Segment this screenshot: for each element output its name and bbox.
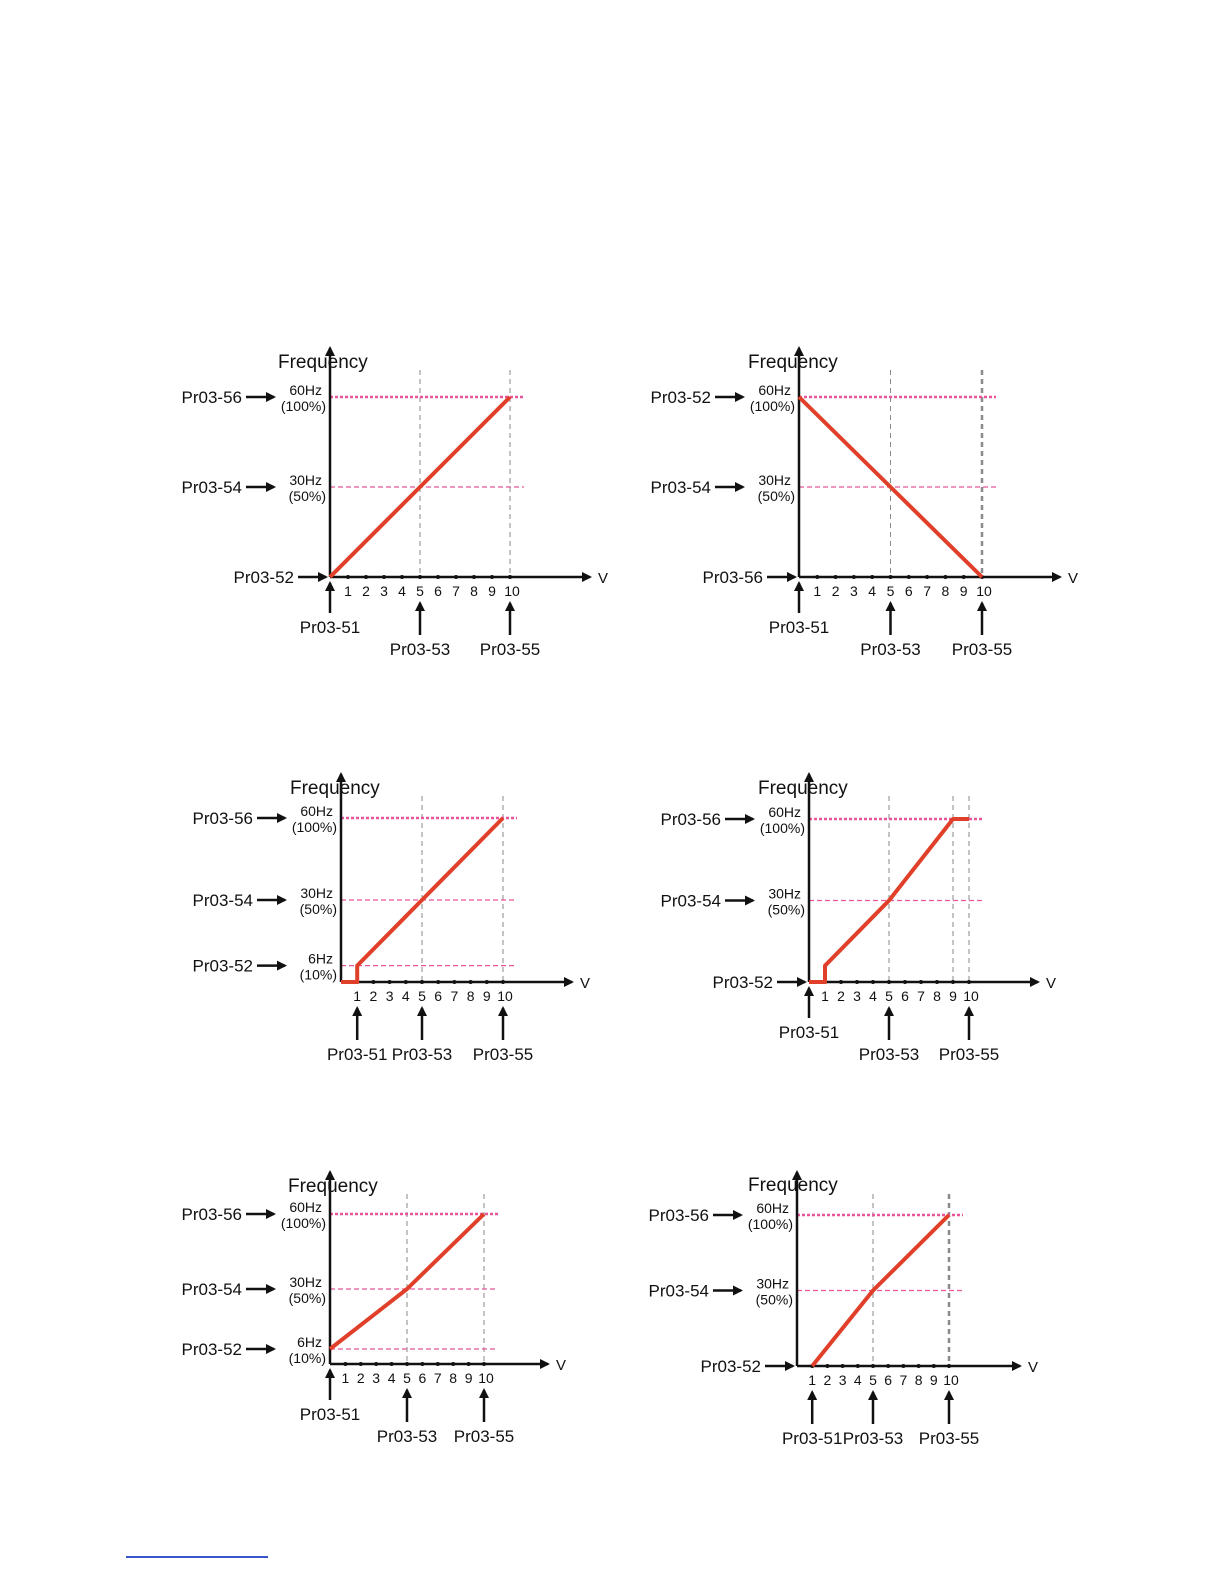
tick-label: 3 bbox=[838, 1372, 847, 1388]
x-axis-label: V bbox=[580, 975, 591, 992]
tick-label: 2 bbox=[362, 583, 370, 599]
y-level-hz: 60Hz bbox=[300, 803, 333, 819]
tick-dot bbox=[390, 1362, 394, 1366]
tick-label: 10 bbox=[963, 988, 979, 1004]
x-param-label: Pr03-55 bbox=[472, 1045, 534, 1064]
tick-label: 4 bbox=[401, 988, 410, 1004]
tick-dot bbox=[452, 980, 456, 984]
y-param-label: Pr03-56 bbox=[181, 388, 242, 407]
y-level-hz: 30Hz bbox=[289, 1274, 322, 1290]
x-param-label: Pr03-53 bbox=[376, 1427, 438, 1446]
tick-dot bbox=[374, 1362, 378, 1366]
tick-dot bbox=[490, 575, 494, 579]
tick-dot bbox=[947, 1364, 951, 1368]
tick-label: 5 bbox=[416, 583, 424, 599]
tick-dot bbox=[508, 575, 512, 579]
tick-label: 3 bbox=[372, 1370, 381, 1386]
y-level-pct: (50%) bbox=[299, 901, 337, 917]
tick-dot bbox=[485, 980, 489, 984]
y-level-pct: (50%) bbox=[757, 488, 795, 504]
tick-dot bbox=[825, 1364, 829, 1368]
y-level-pct: (10%) bbox=[288, 1350, 326, 1366]
tick-label: 4 bbox=[853, 1372, 862, 1388]
tick-dot bbox=[951, 980, 955, 984]
tick-label: 9 bbox=[488, 583, 496, 599]
tick-label: 8 bbox=[941, 583, 950, 599]
tick-label: 4 bbox=[869, 988, 877, 1004]
y-level-hz: 30Hz bbox=[758, 472, 791, 488]
vf-diagram-2 bbox=[651, 348, 1079, 659]
tick-dot bbox=[346, 575, 350, 579]
tick-label: 1 bbox=[821, 988, 829, 1004]
y-level-pct: (100%) bbox=[759, 820, 805, 836]
tick-dot bbox=[482, 1362, 486, 1366]
y-param-label: Pr03-56 bbox=[181, 1205, 242, 1224]
tick-dot bbox=[436, 980, 440, 984]
y-axis-title: Frequency bbox=[278, 352, 368, 373]
tick-label: 3 bbox=[385, 988, 394, 1004]
tick-label: 2 bbox=[823, 1372, 832, 1388]
y-param-label: Pr03-52 bbox=[181, 1340, 242, 1359]
vf-diagram-4 bbox=[661, 774, 1057, 1064]
y-level-hz: 60Hz bbox=[756, 1200, 789, 1216]
tick-label: 7 bbox=[433, 1370, 442, 1386]
x-param-label: Pr03-51 bbox=[768, 618, 830, 637]
tick-label: 6 bbox=[434, 583, 442, 599]
tick-label: 9 bbox=[482, 988, 491, 1004]
y-level-hz: 30Hz bbox=[300, 885, 333, 901]
tick-dot bbox=[405, 1362, 409, 1366]
y-param-label: Pr03-54 bbox=[660, 891, 721, 911]
x-axis-label: V bbox=[1068, 570, 1079, 587]
vf-diagram-5 bbox=[182, 1172, 567, 1446]
tick-label: 6 bbox=[884, 1372, 893, 1388]
y-level-pct: (100%) bbox=[747, 1216, 793, 1232]
x-param-label: Pr03-53 bbox=[389, 640, 451, 659]
tick-label: 10 bbox=[943, 1372, 959, 1388]
y-level-hz: 60Hz bbox=[768, 804, 801, 820]
tick-dot bbox=[841, 1364, 845, 1368]
y-level-hz: 30Hz bbox=[289, 472, 322, 488]
x-param-label: Pr03-55 bbox=[453, 1427, 515, 1446]
tick-dot bbox=[388, 980, 392, 984]
tick-label: 4 bbox=[387, 1370, 396, 1386]
tick-dot bbox=[901, 1364, 905, 1368]
y-param-label: Pr03-54 bbox=[181, 1280, 242, 1299]
y-level-pct: (50%) bbox=[288, 488, 326, 504]
y-level-pct: (50%) bbox=[767, 901, 805, 918]
tick-label: 10 bbox=[497, 988, 513, 1004]
tick-dot bbox=[454, 575, 458, 579]
tick-label: 1 bbox=[353, 988, 362, 1004]
tick-dot bbox=[451, 1362, 455, 1366]
vf-diagram-6 bbox=[649, 1172, 1039, 1448]
tick-dot bbox=[382, 575, 386, 579]
vf-diagram-3 bbox=[193, 774, 591, 1064]
tick-label: 1 bbox=[813, 583, 822, 599]
tick-dot bbox=[855, 980, 859, 984]
tick-label: 10 bbox=[504, 583, 520, 599]
tick-dot bbox=[962, 575, 966, 579]
tick-dot bbox=[364, 575, 368, 579]
vf-diagram-1 bbox=[182, 348, 609, 659]
x-param-label: Pr03-51 bbox=[781, 1429, 843, 1448]
tick-label: 9 bbox=[464, 1370, 473, 1386]
tick-dot bbox=[919, 980, 923, 984]
tick-label: 7 bbox=[923, 583, 931, 599]
tick-label: 5 bbox=[885, 988, 893, 1004]
tick-label: 7 bbox=[452, 583, 460, 599]
tick-label: 6 bbox=[901, 988, 909, 1004]
tick-label: 3 bbox=[853, 988, 861, 1004]
y-level-pct: (100%) bbox=[291, 819, 337, 835]
y-axis-title: Frequency bbox=[290, 778, 380, 799]
origin-param-label: Pr03-52 bbox=[712, 973, 773, 992]
tick-dot bbox=[870, 575, 874, 579]
tick-label: 9 bbox=[959, 583, 968, 599]
tick-label: 1 bbox=[341, 1370, 350, 1386]
tick-label: 3 bbox=[380, 583, 388, 599]
tick-dot bbox=[967, 980, 971, 984]
tick-label: 5 bbox=[418, 988, 426, 1004]
tick-dot bbox=[856, 1364, 860, 1368]
y-param-label: Pr03-56 bbox=[648, 1206, 709, 1225]
tick-dot bbox=[436, 575, 440, 579]
y-param-label: Pr03-56 bbox=[660, 810, 721, 829]
y-axis-title: Frequency bbox=[748, 352, 838, 373]
tick-dot bbox=[371, 980, 375, 984]
y-level-hz: 6Hz bbox=[297, 1334, 322, 1350]
y-param-label: Pr03-52 bbox=[650, 388, 711, 407]
origin-param-label: Pr03-56 bbox=[702, 568, 763, 587]
tick-dot bbox=[839, 980, 843, 984]
tick-dot bbox=[887, 980, 891, 984]
y-axis-title: Frequency bbox=[288, 1176, 378, 1197]
tick-label: 7 bbox=[899, 1372, 908, 1388]
tick-dot bbox=[871, 980, 875, 984]
x-param-label: Pr03-55 bbox=[479, 640, 541, 659]
footer-rule bbox=[126, 1556, 268, 1558]
tick-dot bbox=[469, 980, 473, 984]
tick-label: 9 bbox=[929, 1372, 938, 1388]
tick-label: 1 bbox=[808, 1372, 817, 1388]
tick-dot bbox=[343, 1362, 347, 1366]
tick-dot bbox=[467, 1362, 471, 1366]
tick-dot bbox=[925, 575, 929, 579]
tick-label: 1 bbox=[344, 583, 352, 599]
y-level-hz: 30Hz bbox=[768, 885, 801, 902]
tick-label: 2 bbox=[837, 988, 845, 1004]
y-level-pct: (100%) bbox=[749, 398, 795, 414]
y-level-hz: 60Hz bbox=[289, 382, 322, 398]
tick-dot bbox=[917, 1364, 921, 1368]
tick-label: 5 bbox=[403, 1370, 411, 1386]
tick-dot bbox=[932, 1364, 936, 1368]
tick-label: 5 bbox=[886, 583, 895, 599]
tick-label: 8 bbox=[449, 1370, 458, 1386]
tick-label: 6 bbox=[418, 1370, 427, 1386]
tick-label: 4 bbox=[398, 583, 406, 599]
x-param-label: Pr03-53 bbox=[842, 1429, 904, 1448]
x-param-label: Pr03-53 bbox=[858, 1045, 920, 1064]
x-param-label: Pr03-53 bbox=[391, 1045, 453, 1064]
x-axis-label: V bbox=[1046, 975, 1057, 992]
y-param-label: Pr03-54 bbox=[181, 478, 242, 497]
tick-dot bbox=[501, 980, 505, 984]
tick-dot bbox=[907, 575, 911, 579]
origin-param-label: Pr03-52 bbox=[233, 568, 294, 587]
tick-dot bbox=[420, 980, 424, 984]
y-param-label: Pr03-56 bbox=[192, 809, 253, 828]
tick-label: 2 bbox=[369, 988, 378, 1004]
origin-param-label: Pr03-52 bbox=[700, 1357, 761, 1376]
tick-dot bbox=[935, 980, 939, 984]
tick-dot bbox=[400, 575, 404, 579]
y-param-label: Pr03-54 bbox=[192, 891, 253, 910]
y-param-label: Pr03-54 bbox=[650, 478, 711, 497]
x-axis-label: V bbox=[556, 1357, 567, 1374]
tick-dot bbox=[404, 980, 408, 984]
tick-dot bbox=[886, 1364, 890, 1368]
y-level-pct: (50%) bbox=[755, 1291, 793, 1308]
tick-dot bbox=[903, 980, 907, 984]
x-param-label: Pr03-51 bbox=[299, 1405, 361, 1424]
y-level-hz: 60Hz bbox=[758, 382, 791, 398]
tick-dot bbox=[871, 1364, 875, 1368]
tick-label: 6 bbox=[434, 988, 443, 1004]
y-level-pct: (100%) bbox=[280, 398, 326, 414]
tick-dot bbox=[852, 575, 856, 579]
tick-dot bbox=[418, 575, 422, 579]
y-level-pct: (10%) bbox=[299, 966, 337, 983]
y-param-label: Pr03-54 bbox=[648, 1281, 709, 1301]
x-param-label: Pr03-55 bbox=[951, 640, 1013, 659]
tick-label: 8 bbox=[933, 988, 941, 1004]
y-axis-title: Frequency bbox=[748, 1175, 838, 1196]
tick-dot bbox=[472, 575, 476, 579]
tick-dot bbox=[889, 575, 893, 579]
tick-label: 3 bbox=[850, 583, 858, 599]
y-level-hz: 60Hz bbox=[289, 1199, 322, 1215]
tick-dot bbox=[420, 1362, 424, 1366]
y-param-label: Pr03-52 bbox=[192, 956, 253, 976]
x-param-label: Pr03-51 bbox=[326, 1045, 388, 1064]
tick-label: 6 bbox=[904, 583, 913, 599]
tick-label: 2 bbox=[356, 1370, 365, 1386]
x-param-label: Pr03-55 bbox=[938, 1045, 1000, 1064]
y-level-hz: 6Hz bbox=[308, 950, 333, 967]
tick-label: 2 bbox=[831, 583, 840, 599]
x-axis-label: V bbox=[598, 570, 609, 587]
tick-label: 4 bbox=[868, 583, 877, 599]
tick-dot bbox=[943, 575, 947, 579]
x-param-label: Pr03-51 bbox=[778, 1023, 840, 1042]
tick-label: 8 bbox=[470, 583, 478, 599]
tick-label: 10 bbox=[478, 1370, 494, 1386]
tick-label: 10 bbox=[976, 583, 992, 599]
y-axis-title: Frequency bbox=[758, 778, 848, 799]
tick-dot bbox=[359, 1362, 363, 1366]
tick-dot bbox=[834, 575, 838, 579]
tick-label: 5 bbox=[869, 1372, 877, 1388]
tick-label: 8 bbox=[914, 1372, 923, 1388]
x-axis-label: V bbox=[1028, 1359, 1039, 1376]
x-param-label: Pr03-53 bbox=[860, 640, 921, 659]
tick-dot bbox=[815, 575, 819, 579]
tick-dot bbox=[436, 1362, 440, 1366]
y-level-pct: (100%) bbox=[280, 1215, 326, 1231]
x-param-label: Pr03-55 bbox=[918, 1429, 980, 1448]
y-level-hz: 30Hz bbox=[756, 1275, 789, 1292]
y-level-pct: (50%) bbox=[288, 1290, 326, 1306]
x-param-label: Pr03-51 bbox=[299, 618, 361, 637]
tick-label: 7 bbox=[917, 988, 925, 1004]
tick-label: 8 bbox=[466, 988, 475, 1004]
tick-label: 7 bbox=[450, 988, 459, 1004]
tick-label: 9 bbox=[949, 988, 957, 1004]
